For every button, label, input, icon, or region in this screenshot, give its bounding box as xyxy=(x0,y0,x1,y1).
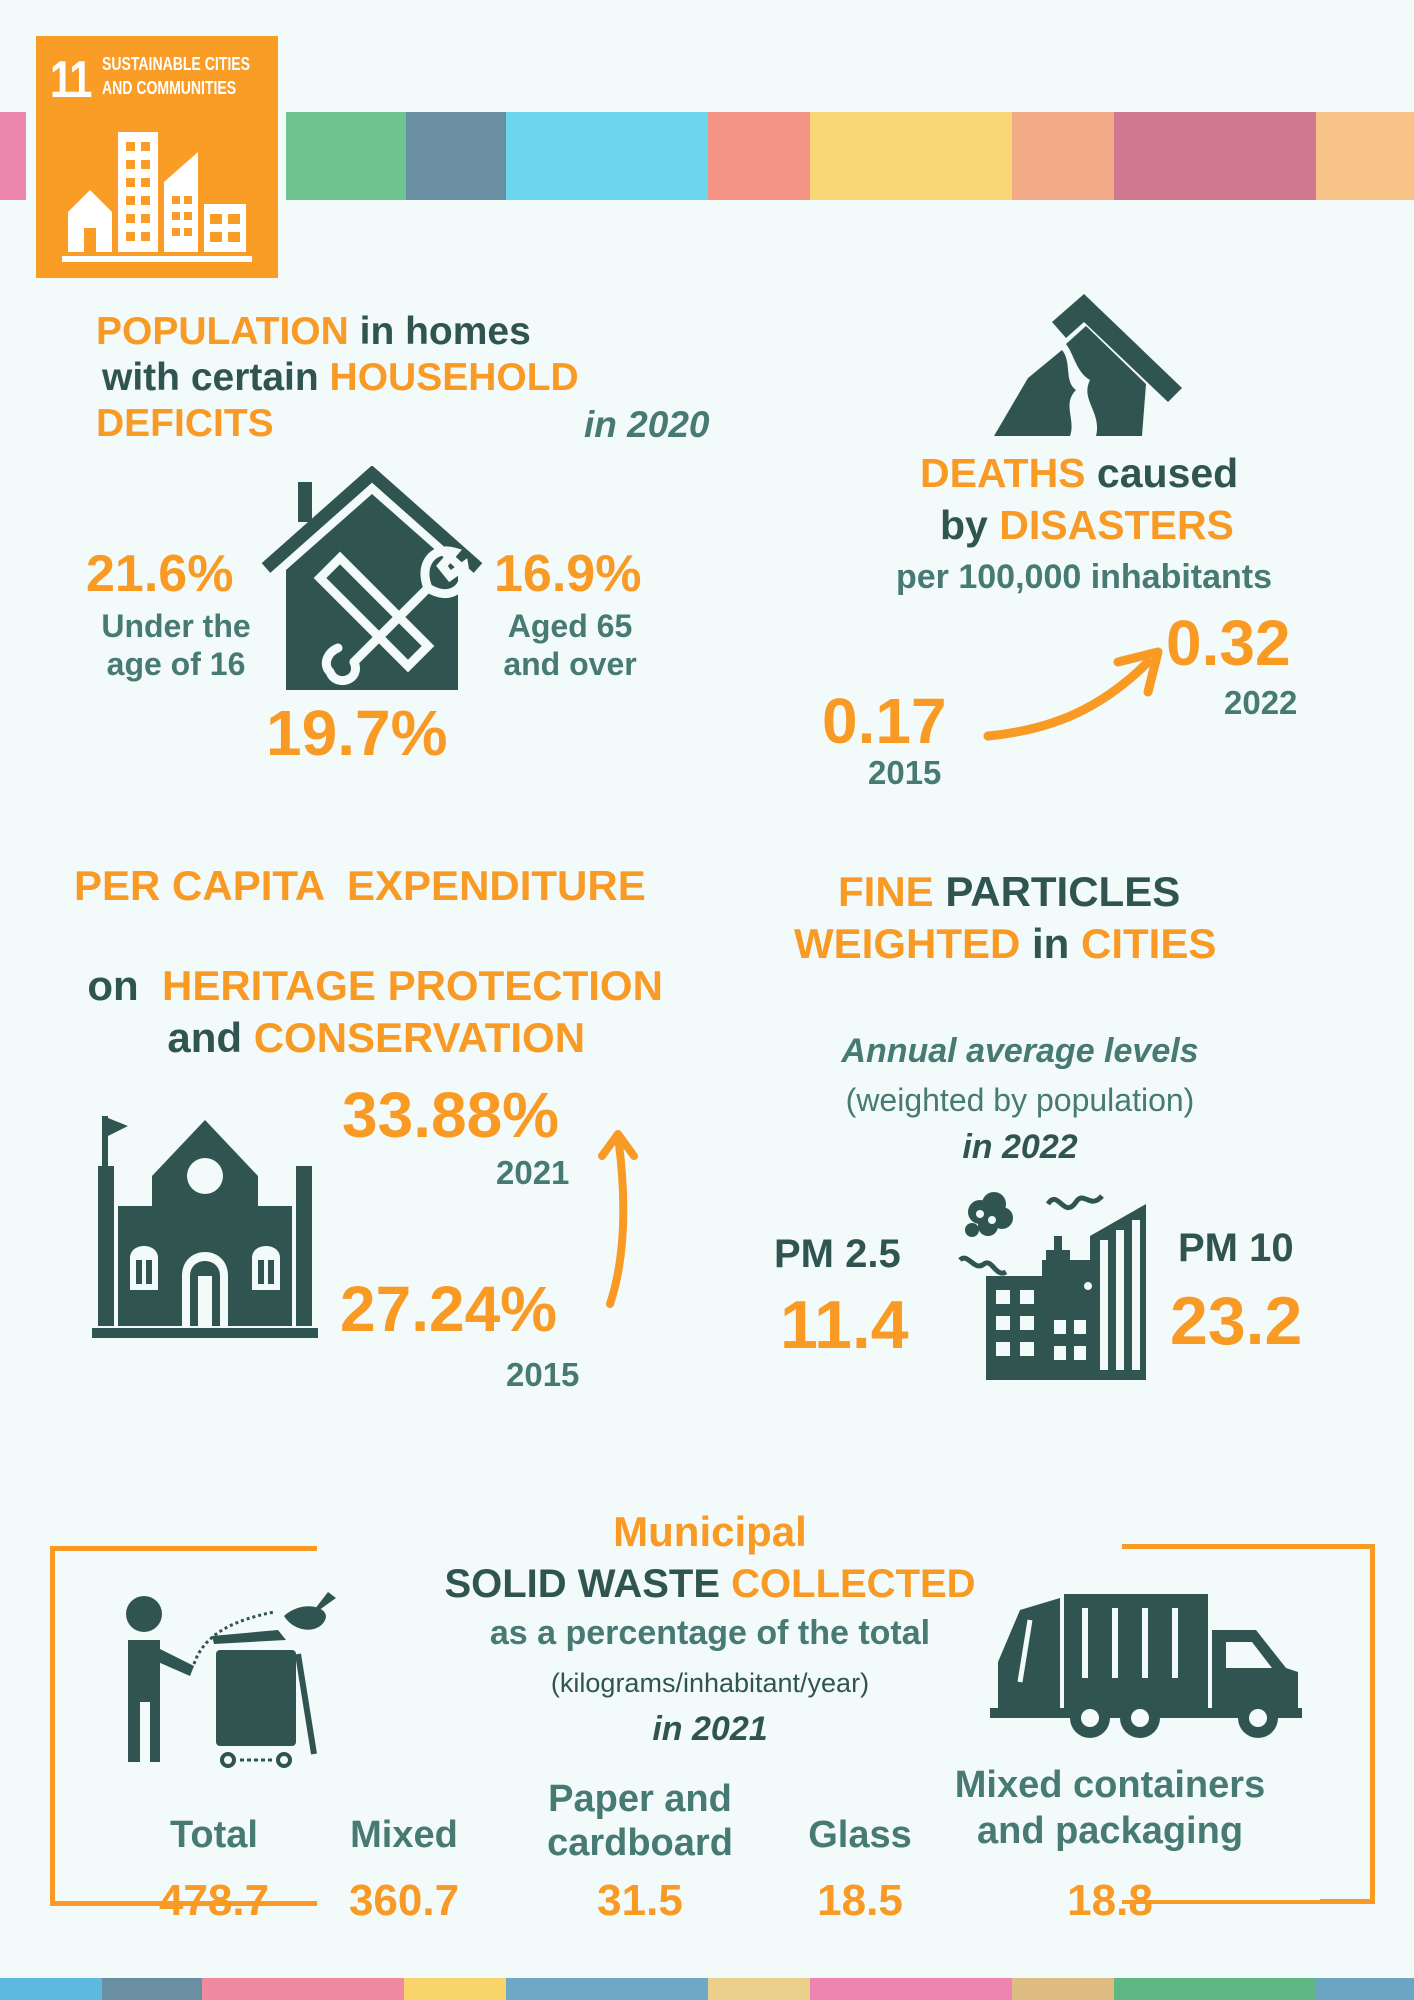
waste-item-glass-value: 18.5 xyxy=(817,1876,903,1925)
person-trash-bin-icon xyxy=(124,1592,356,1770)
pop-under16-label-2: age of 16 xyxy=(106,646,246,682)
deaths-2015-year: 2015 xyxy=(868,754,942,791)
deaths-title-text: caused xyxy=(1085,450,1239,496)
increase-arrow-icon xyxy=(980,640,1170,750)
color-strip xyxy=(102,1978,202,2000)
particles-keyword: FINE xyxy=(838,868,934,915)
waste-keyword: COLLECTED xyxy=(720,1562,976,1606)
color-strip xyxy=(202,1978,404,2000)
heritage-2021-year: 2021 xyxy=(496,1154,570,1191)
color-strip xyxy=(404,1978,506,2000)
deaths-2022-value: 0.32 xyxy=(1166,607,1291,679)
pop-over65-label-1: Aged 65 xyxy=(507,608,633,644)
deaths-title-text: by xyxy=(940,502,1000,548)
color-strip xyxy=(1114,1978,1316,2000)
population-title-text: with certain xyxy=(102,356,330,399)
pop-over65-label-2: and over xyxy=(503,646,637,682)
waste-title-line1: Municipal xyxy=(613,1508,807,1555)
heritage-2021-value: 33.88% xyxy=(342,1079,560,1151)
heritage-keyword: CONSERVATION xyxy=(253,1014,586,1061)
pop-under16-label-1: Under the xyxy=(101,608,251,644)
sdg-title-line1: SUSTAINABLE CITIES xyxy=(102,54,250,74)
color-strip xyxy=(506,1978,708,2000)
waste-item-glass-label: Glass xyxy=(808,1814,912,1856)
waste-item-mixed-value: 360.7 xyxy=(348,1876,460,1925)
color-strip xyxy=(810,1978,1012,2000)
waste-title-line2 xyxy=(360,1562,1060,1607)
waste-title-line4: (kilograms/inhabitant/year) xyxy=(550,1668,870,1698)
population-keyword: HOUSEHOLD xyxy=(329,356,579,399)
pop-under16-value: 21.6% xyxy=(86,545,234,603)
waste-item-paper-value: 31.5 xyxy=(597,1876,683,1925)
color-strip xyxy=(1114,112,1316,200)
pm25-label: PM 2.5 xyxy=(774,1232,901,1276)
deaths-keyword: DEATHS xyxy=(920,450,1086,496)
deaths-2022-year: 2022 xyxy=(1224,684,1298,721)
particles-title-text: PARTICLES xyxy=(933,868,1181,915)
population-year: in 2020 xyxy=(584,404,710,445)
population-keyword: POPULATION xyxy=(96,310,349,353)
particles-title-line2 xyxy=(794,920,1216,968)
color-strip xyxy=(406,112,506,200)
sdg-title-line2: AND COMMUNITIES xyxy=(102,78,237,98)
particles-sub3: in 2022 xyxy=(962,1128,1078,1166)
pm10-value: 23.2 xyxy=(1170,1283,1303,1359)
color-strip xyxy=(1316,112,1414,200)
color-strip xyxy=(286,112,406,200)
city-buildings-icon xyxy=(62,132,252,268)
pop-over65-value: 16.9% xyxy=(494,545,642,603)
waste-item-paper-label-1: Paper and xyxy=(548,1778,732,1820)
sdg-badge xyxy=(36,36,278,278)
population-title-text: in homes xyxy=(348,310,531,353)
deaths-subtitle: per 100,000 inhabitants xyxy=(896,558,1273,596)
waste-item-containers-value: 18.8 xyxy=(1067,1876,1153,1925)
waste-title-line5: in 2021 xyxy=(652,1710,768,1748)
collapsed-house-icon xyxy=(976,292,1184,438)
deaths-keyword: DISASTERS xyxy=(999,502,1234,548)
deaths-2015-value: 0.17 xyxy=(822,685,947,757)
heritage-title-line1: PER CAPITA EXPENDITURE xyxy=(74,862,646,909)
particles-sub2: (weighted by population) xyxy=(845,1082,1195,1118)
waste-title-line3: as a percentage of the total xyxy=(489,1614,931,1652)
color-strip xyxy=(506,112,708,200)
heritage-title-text: and xyxy=(167,1014,254,1061)
waste-item-paper-label-2: cardboard xyxy=(547,1822,733,1864)
color-strip xyxy=(0,1978,102,2000)
waste-item-total-value: 478.7 xyxy=(158,1876,270,1925)
heritage-building-icon xyxy=(92,1116,318,1340)
waste-item-mixed-label: Mixed xyxy=(350,1814,458,1856)
heritage-increase-arrow-icon xyxy=(596,1126,642,1310)
waste-item-containers-label-2: and packaging xyxy=(976,1810,1244,1852)
heritage-title-text: on xyxy=(87,962,162,1009)
population-title-line2 xyxy=(102,356,579,400)
color-strip xyxy=(1316,1978,1414,2000)
pm10-label: PM 10 xyxy=(1178,1226,1294,1270)
polluting-factory-icon xyxy=(950,1180,1150,1384)
waste-title-text: SOLID WASTE xyxy=(444,1562,721,1606)
waste-item-total-label: Total xyxy=(170,1814,258,1856)
heritage-title-line3 xyxy=(144,966,585,1062)
population-title-line1 xyxy=(96,310,531,354)
house-tools-icon xyxy=(258,466,486,692)
heritage-keyword: HERITAGE PROTECTION xyxy=(162,962,663,1009)
pm25-value: 11.4 xyxy=(780,1287,909,1363)
particles-sub1: Annual average levels xyxy=(841,1032,1199,1070)
particles-title-text: in xyxy=(1020,920,1081,967)
garbage-truck-icon xyxy=(990,1590,1310,1740)
color-strip xyxy=(1012,1978,1114,2000)
color-strip xyxy=(810,112,1012,200)
heritage-2015-value: 27.24% xyxy=(340,1273,558,1345)
pop-total-value: 19.7% xyxy=(266,697,448,769)
deaths-title-line1 xyxy=(920,450,1238,497)
population-title-line3: DEFICITS xyxy=(96,402,274,445)
color-strip xyxy=(1012,112,1114,200)
heritage-2015-year: 2015 xyxy=(506,1356,580,1393)
particles-title-line1 xyxy=(838,868,1180,916)
sdg-number: 11 xyxy=(50,51,91,109)
deaths-title-line2 xyxy=(940,502,1234,549)
waste-item-containers-label-1: Mixed containers xyxy=(954,1764,1266,1806)
particles-keyword: CITIES xyxy=(1081,920,1217,967)
particles-keyword: WEIGHTED xyxy=(794,920,1021,967)
color-strip xyxy=(708,1978,810,2000)
color-strip xyxy=(708,112,810,200)
color-strip xyxy=(0,112,26,200)
